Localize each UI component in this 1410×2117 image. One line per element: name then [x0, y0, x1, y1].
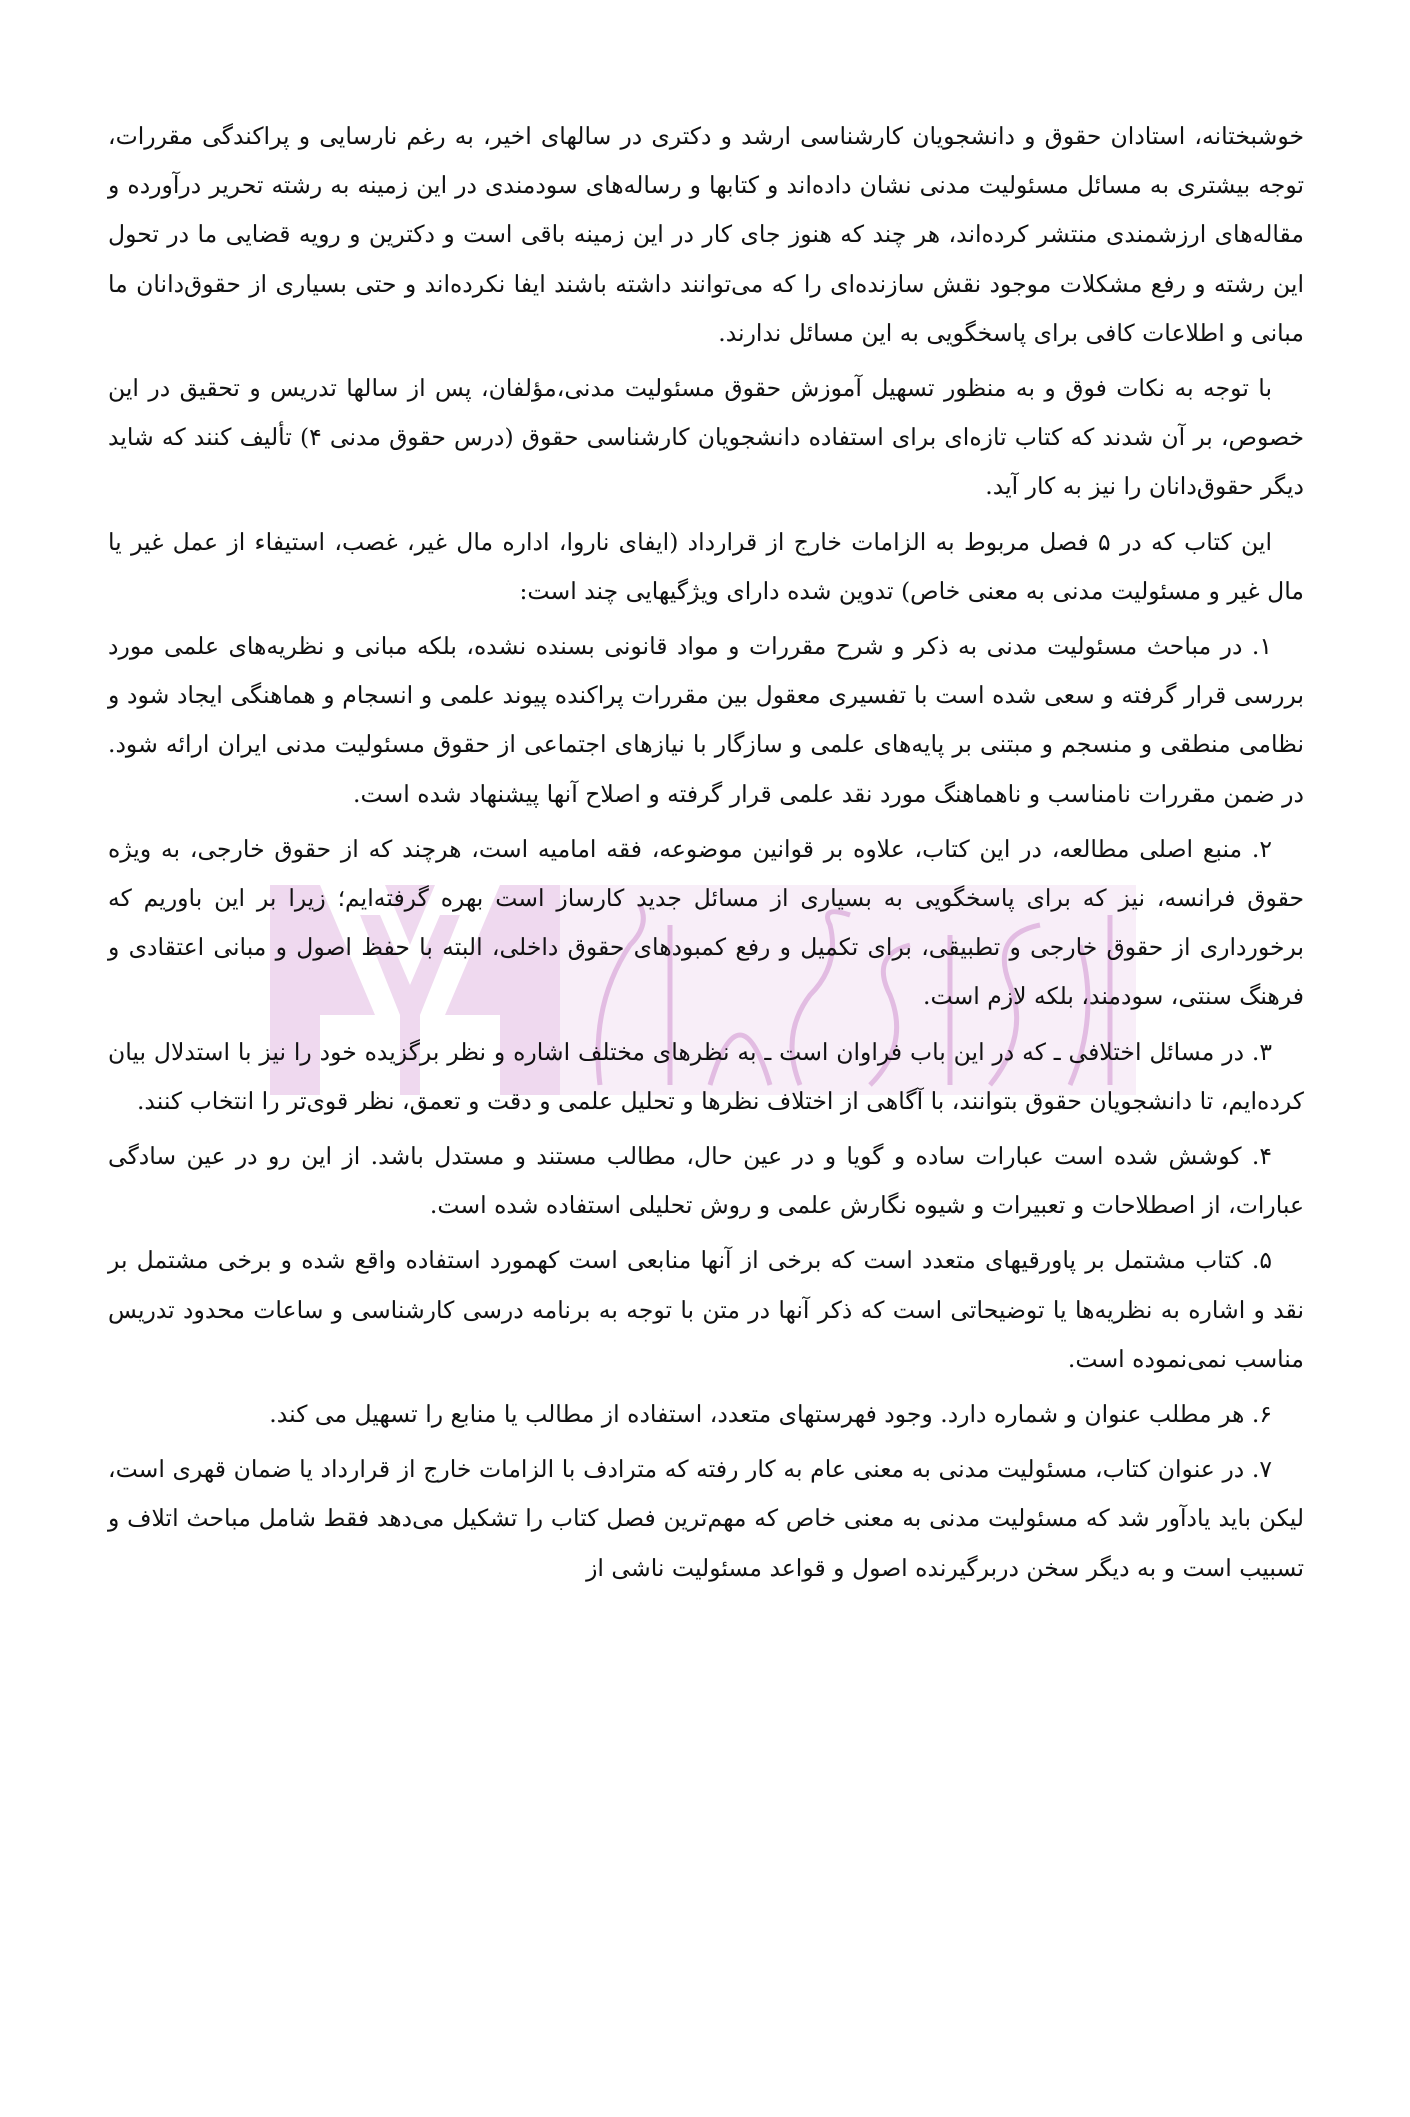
- paragraph-book-scope: این کتاب که در ۵ فصل مربوط به الزامات خارج از قرارداد (ایفای ناروا، اداره مال غیر، غصب، استیفاء از عمل غیر یا مال غیر و مسئولیت مدنی به معنی خاص) تدوین شده دارای ویژگیهایی چند است:: [108, 527, 1304, 605]
- list-item-feature-2: ۲. منبع اصلی مطالعه، در این کتاب، علاوه بر قوانین موضوعه، فقه امامیه است، هرچند که از حقوق خارجی، به ویژه حقوق فرانسه، نیز که برای پاسخگویی به بسیاری از مسائل جدید کارساز است بهره گرفته‌ایم؛ زیرا بر این باوریم که برخورداری از حقوق خارجی و تطبیقی، برای تکمیل و رفع کمبودهای حقوق داخلی، البته با حفظ اصول و مبانی اعتقادی و فرهنگ سنتی، سودمند، بلکه لازم است.: [108, 834, 1304, 1011]
- document-body: [108, 112, 1304, 1599]
- paragraph-intro-continuation: خوشبختانه، استادان حقوق و دانشجویان کارشناسی ارشد و دکتری در سالهای اخیر، به رغم نارسایی و پراکندگی مقررات، توجه بیشتری به مسائل مسئولیت مدنی نشان داده‌اند و کتابها و رساله‌های سودمندی در این زمینه به رشته تحریر درآورده و مقاله‌های ارزشمندی منتشر کرده‌اند، هر چند که هنوز جای کار در این زمینه باقی است و دکترین و رویه قضایی ما در تحول این رشته و رفع مشکلات موجود نقش سازنده‌ای را که می‌توانند داشته باشند ایفا نکرده‌اند و حتی بسیاری از حقوق‌دانان ما مبانی و اطلاعات کافی برای پاسخگویی به این مسائل ندارند.: [108, 122, 1304, 347]
- list-item-feature-1: ۱. در مباحث مسئولیت مدنی به ذکر و شرح مقررات و مواد قانونی بسنده نشده، بلکه مبانی و نظریه‌های علمی مورد بررسی قرار گرفته و سعی شده است با تفسیری معقول بین مقررات پراکنده پیوند علمی و انسجام و هماهنگی ایجاد شود و نظامی منطقی و منسجم و مبتنی بر پایه‌های علمی و سازگار با نیازهای اجتماعی از حقوق مسئولیت مدنی ایران ارائه شود. در ضمن مقررات نامناسب و ناهماهنگ مورد نقد علمی قرار گرفته و اصلاح آنها پیشنهاد شده است.: [108, 632, 1305, 808]
- list-item-feature-4: ۴. کوشش شده است عبارات ساده و گویا و در عین حال، مطالب مستند و مستدل باشد. از این رو در عین سادگی عبارات، از اصطلاحات و تعبیرات و شیوه نگارش علمی و روش تحلیلی استفاده شده است.: [108, 1142, 1304, 1220]
- list-item-feature-5: ۵. کتاب مشتمل بر پاورقیهای متعدد است که برخی از آنها منابعی است کهمورد استفاده واقع شده و برخی مشتمل بر نقد و اشاره به نظریه‌ها یا توضیحاتی است که ذکر آنها در متن با توجه به برنامه درسی کارشناسی و ساعات محدود تدریس مناسب نمی‌نموده است.: [108, 1246, 1304, 1373]
- list-item-feature-3: ۳. در مسائل اختلافی ـ که در این باب فراوان است ـ به نظرهای مختلف اشاره و نظر برگزیده خود را نیز با استدلال بیان کرده‌ایم، تا دانشجویان حقوق بتوانند، با آگاهی از اختلاف نظرها و تحلیل علمی و دقت و تعمق، نظر قوی‌تر را انتخاب کنند.: [108, 1037, 1304, 1115]
- paragraph-purpose: با توجه به نکات فوق و به منظور تسهیل آموزش حقوق مسئولیت مدنی،مؤلفان، پس از سالها تدریس و تحقیق در این خصوص، بر آن شدند که کتاب تازه‌ای برای استفاده دانشجویان کارشناسی حقوق (درس حقوق مدنی ۴) تألیف کنند که شاید دیگر حقوق‌دانان را نیز به کار آید.: [108, 374, 1305, 501]
- list-item-feature-7: ۷. در عنوان کتاب، مسئولیت مدنی به معنی عام به کار رفته که مترادف با الزامات خارج از قرارداد یا ضمان قهری است، لیکن باید یادآور شد که مسئولیت مدنی به معنی خاص که مهم‌ترین فصل کتاب را تشکیل می‌دهد فقط شامل مباحث اتلاف و تسبیب است و به دیگر سخن دربرگیرنده اصول و قواعد مسئولیت ناشی از: [108, 1455, 1304, 1582]
- list-item-feature-6: ۶. هر مطلب عنوان و شماره دارد. وجود فهرستهای متعدد، استفاده از مطالب یا منابع را تسهیل می کند.: [269, 1400, 1272, 1429]
